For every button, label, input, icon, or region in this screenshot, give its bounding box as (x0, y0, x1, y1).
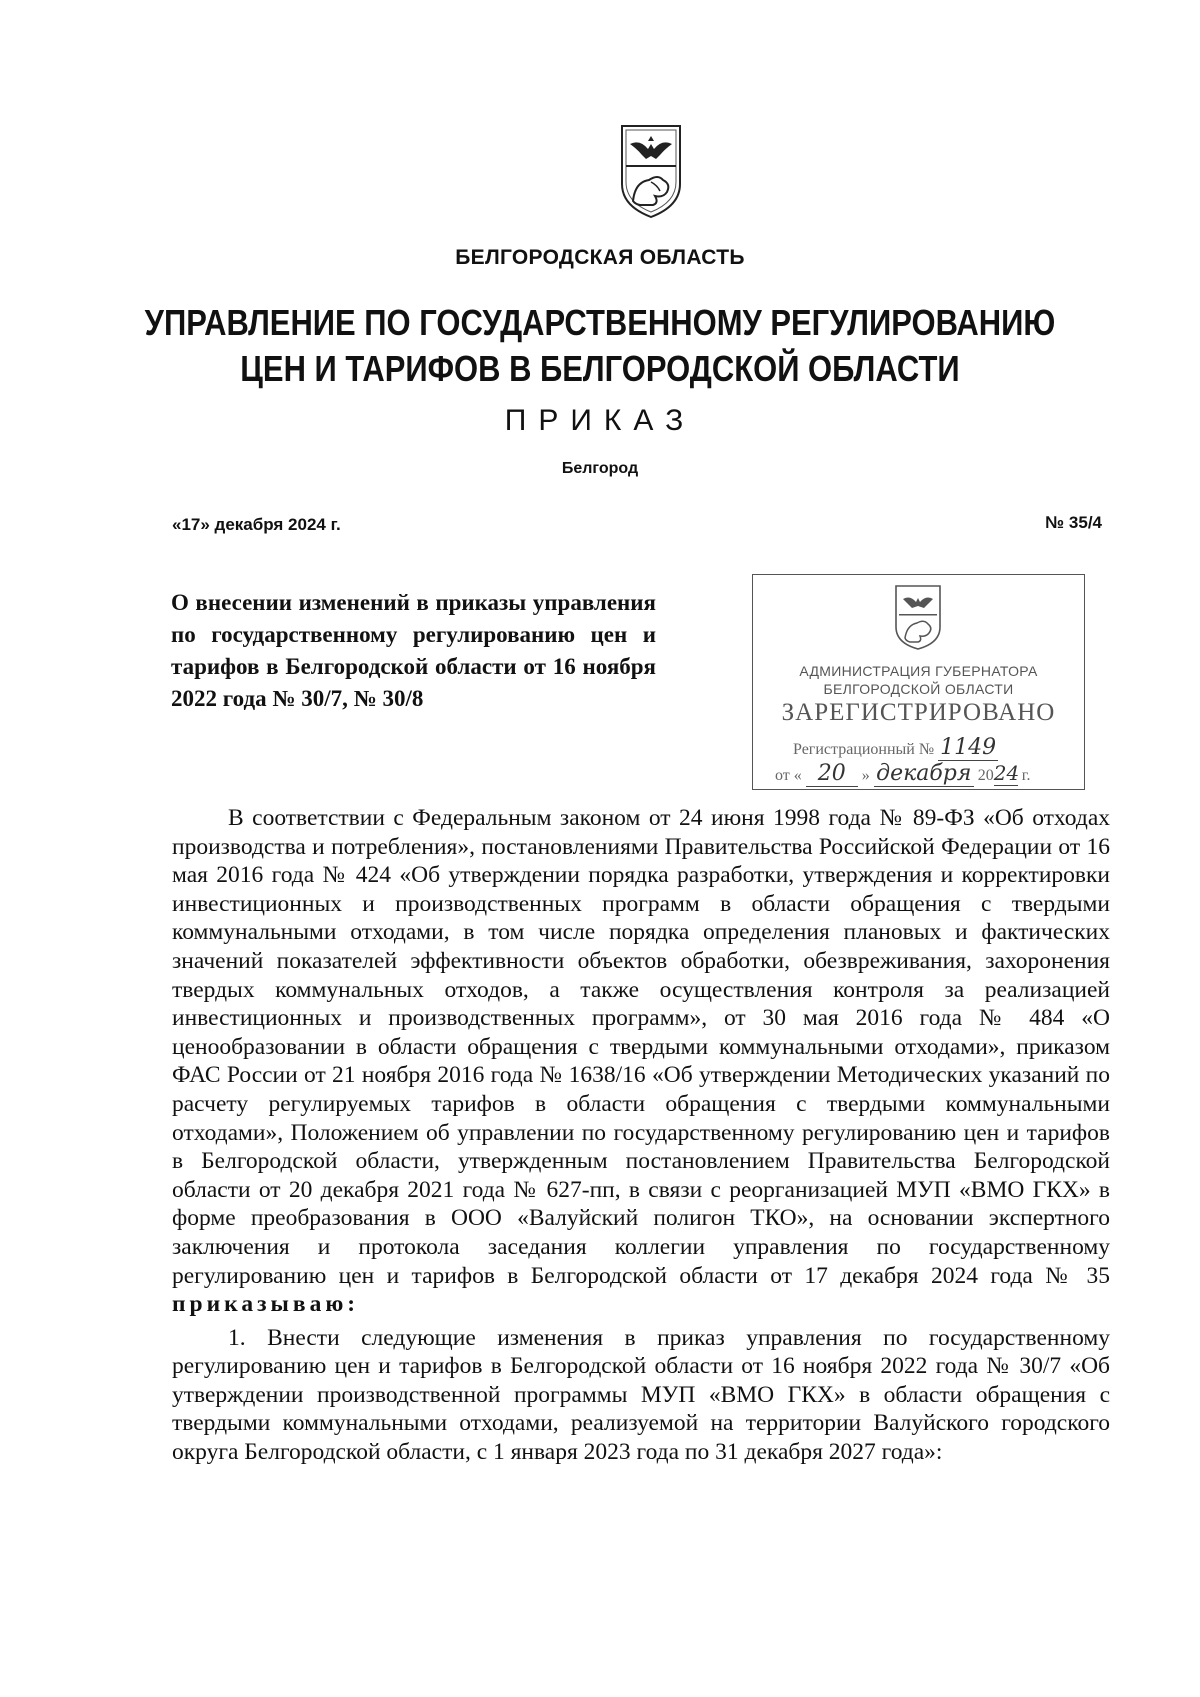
stamp-month: декабря (874, 761, 974, 787)
coat-of-arms-icon (618, 122, 684, 220)
stamp-year-prefix: 20 (977, 767, 994, 784)
body-paragraph-1 (172, 804, 1110, 1319)
agency-line-1: УПРАВЛЕНИЕ ПО ГОСУДАРСТВЕННОМУ РЕГУЛИРОВАНИЮ (144, 302, 1056, 343)
stamp-date-row (775, 761, 1031, 787)
stamp-year-suffix: 24 (993, 761, 1020, 785)
stamp-reg-number: 1149 (940, 735, 997, 760)
registration-stamp (752, 574, 1085, 790)
stamp-year-end: г. (1021, 767, 1031, 784)
stamp-day: 20 (806, 761, 858, 787)
document-subject: О внесении изменений в приказы управления по государственному регулированию цен и тарифов в Белгородской области от 16 ноября 2022 года № 30/7, № 30/8 (171, 590, 656, 711)
order-keyword: приказываю: (172, 1291, 360, 1318)
document-date: «17» декабря 2024 г. (172, 515, 341, 534)
stamp-line-2: БЕЛГОРОДСКОЙ ОБЛАСТИ (823, 681, 1014, 697)
city: Белгород (561, 460, 639, 477)
stamp-status: ЗАРЕГИСТРИРОВАНО (781, 699, 1056, 726)
body-paragraph-2: 1. Внести следующие изменения в приказ управления по государственному регулированию цен и тарифов в Белгородской области от 16 ноября 2022 года № 30/7 «Об утверждении производственной программы МУП «ВМО ГКХ» в области обращения с твердыми коммунальными отходами, реализуемой на территории Валуйского городского округа Белгородской области, с 1 января 2023 года по 31 декабря 2027 года»: (172, 1324, 1110, 1466)
stamp-date-prefix: от « (775, 767, 802, 784)
region-name: БЕЛГОРОДСКАЯ ОБЛАСТЬ (455, 246, 745, 269)
agency-name (84, 300, 1116, 392)
stamp-reg-label: Регистрационный № (793, 741, 935, 758)
document-body (172, 804, 1110, 1467)
stamp-coat-of-arms-icon (893, 583, 943, 651)
document-type: ПРИКАЗ (504, 404, 696, 437)
stamp-registration-row (793, 735, 998, 761)
agency-line-2: ЦЕН И ТАРИФОВ В БЕЛГОРОДСКОЙ ОБЛАСТИ (240, 348, 960, 389)
stamp-line-1: АДМИНИСТРАЦИЯ ГУБЕРНАТОРА (799, 663, 1038, 679)
document-number: № 35/4 (1045, 513, 1102, 532)
body-paragraph-1-text: В соответствии с Федеральным законом от 24 июня 1998 года № 89-ФЗ «Об отходах производства и потребления», постановлениями Правительства Российской Федерации от 16 мая 2016 года № 424 «Об утверждении порядка разработки, утверждения и корректировки инвестиционных и производственных программ в области обращения с твердыми коммунальными отходами, в том числе порядка определения плановых и фактических значений показателей эффективности объектов обработки, обезвреживания, захоронения твердых коммунальных отходов, а также осуществления контроля за реализацией инвестиционных и производственных программ», от 30 мая 2016 года № 484 «О ценообразовании в области обращения с твердыми коммунальными отходами», приказом ФАС России от 21 ноября 2016 года № 1638/16 «Об утверждении Методических указаний по расчету регулируемых тарифов в области обращения с твердыми коммунальными отходами», Положением об управлении по государственному регулированию цен и тарифов в Белгородской области, утвержденным постановлением Правительства Белгородской области от 20 декабря 2021 года № 627-пп, в связи с реорганизацией МУП «ВМО ГКХ» в форме преобразования в ООО «Валуйский полигон ТКО», на основании экспертного заключения и протокола заседания коллегии управления по государственному регулированию цен и тарифов в Белгородской области от 17 декабря 2024 года № 35 (172, 805, 1110, 1289)
stamp-date-mid: » (861, 767, 870, 784)
